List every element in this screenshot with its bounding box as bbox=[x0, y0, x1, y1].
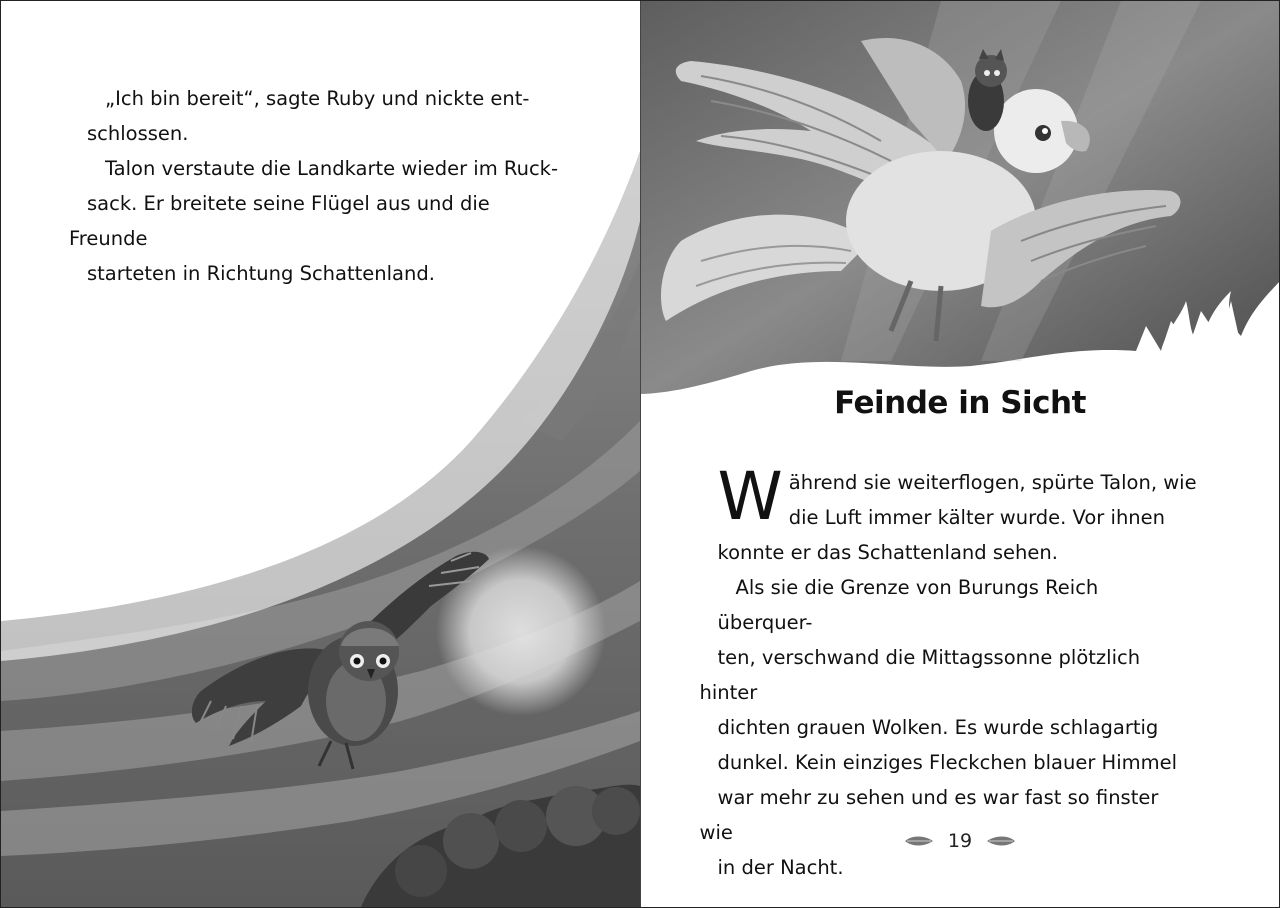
text-line: dunkel. Kein einziges Fleckchen blauer Himmel bbox=[717, 751, 1178, 774]
text-line: dichten grauen Wolken. Es wurde schlagartig bbox=[717, 716, 1159, 739]
leaf-ornament-icon bbox=[904, 834, 934, 848]
text-line: ten, verschwand die Mittagssonne plötzlich hinter bbox=[699, 646, 1141, 704]
text-line: ährend sie weiterflogen, spürte Talon, wie bbox=[788, 471, 1197, 494]
text-line: sack. Er breitete seine Flügel aus und die Freunde bbox=[69, 192, 490, 250]
drop-cap: W bbox=[717, 458, 783, 535]
left-paragraph-1 bbox=[87, 81, 567, 151]
text-line: Talon verstaute die Landkarte wieder im Ruck- bbox=[105, 157, 558, 180]
left-body-text bbox=[69, 81, 567, 291]
chapter-title: Feinde in Sicht bbox=[834, 385, 1086, 421]
left-page bbox=[1, 1, 641, 907]
left-paragraph-2 bbox=[69, 151, 567, 291]
right-paragraph-1 bbox=[717, 458, 1198, 570]
right-body-text bbox=[699, 458, 1198, 885]
text-line: konnte er das Schattenland sehen. bbox=[717, 541, 1058, 564]
text-line: die Luft immer kälter wurde. Vor ihnen bbox=[788, 506, 1166, 529]
text-line: Als sie die Grenze von Burungs Reich überquer- bbox=[717, 576, 1099, 634]
right-page bbox=[641, 1, 1280, 907]
page-number: 19 bbox=[947, 829, 973, 852]
eagle-squirrel-illustration bbox=[641, 1, 1280, 401]
text-line: war mehr zu sehen und es war fast so finster wie bbox=[699, 786, 1159, 844]
leaf-ornament-icon bbox=[986, 834, 1016, 848]
text-line: in der Nacht. bbox=[717, 856, 844, 879]
text-line: schlossen. bbox=[87, 122, 189, 145]
page-number-footer bbox=[641, 829, 1280, 852]
text-line: „Ich bin bereit“, sagte Ruby und nickte ent- bbox=[105, 87, 530, 110]
text-line: starteten in Richtung Schattenland. bbox=[87, 262, 435, 285]
